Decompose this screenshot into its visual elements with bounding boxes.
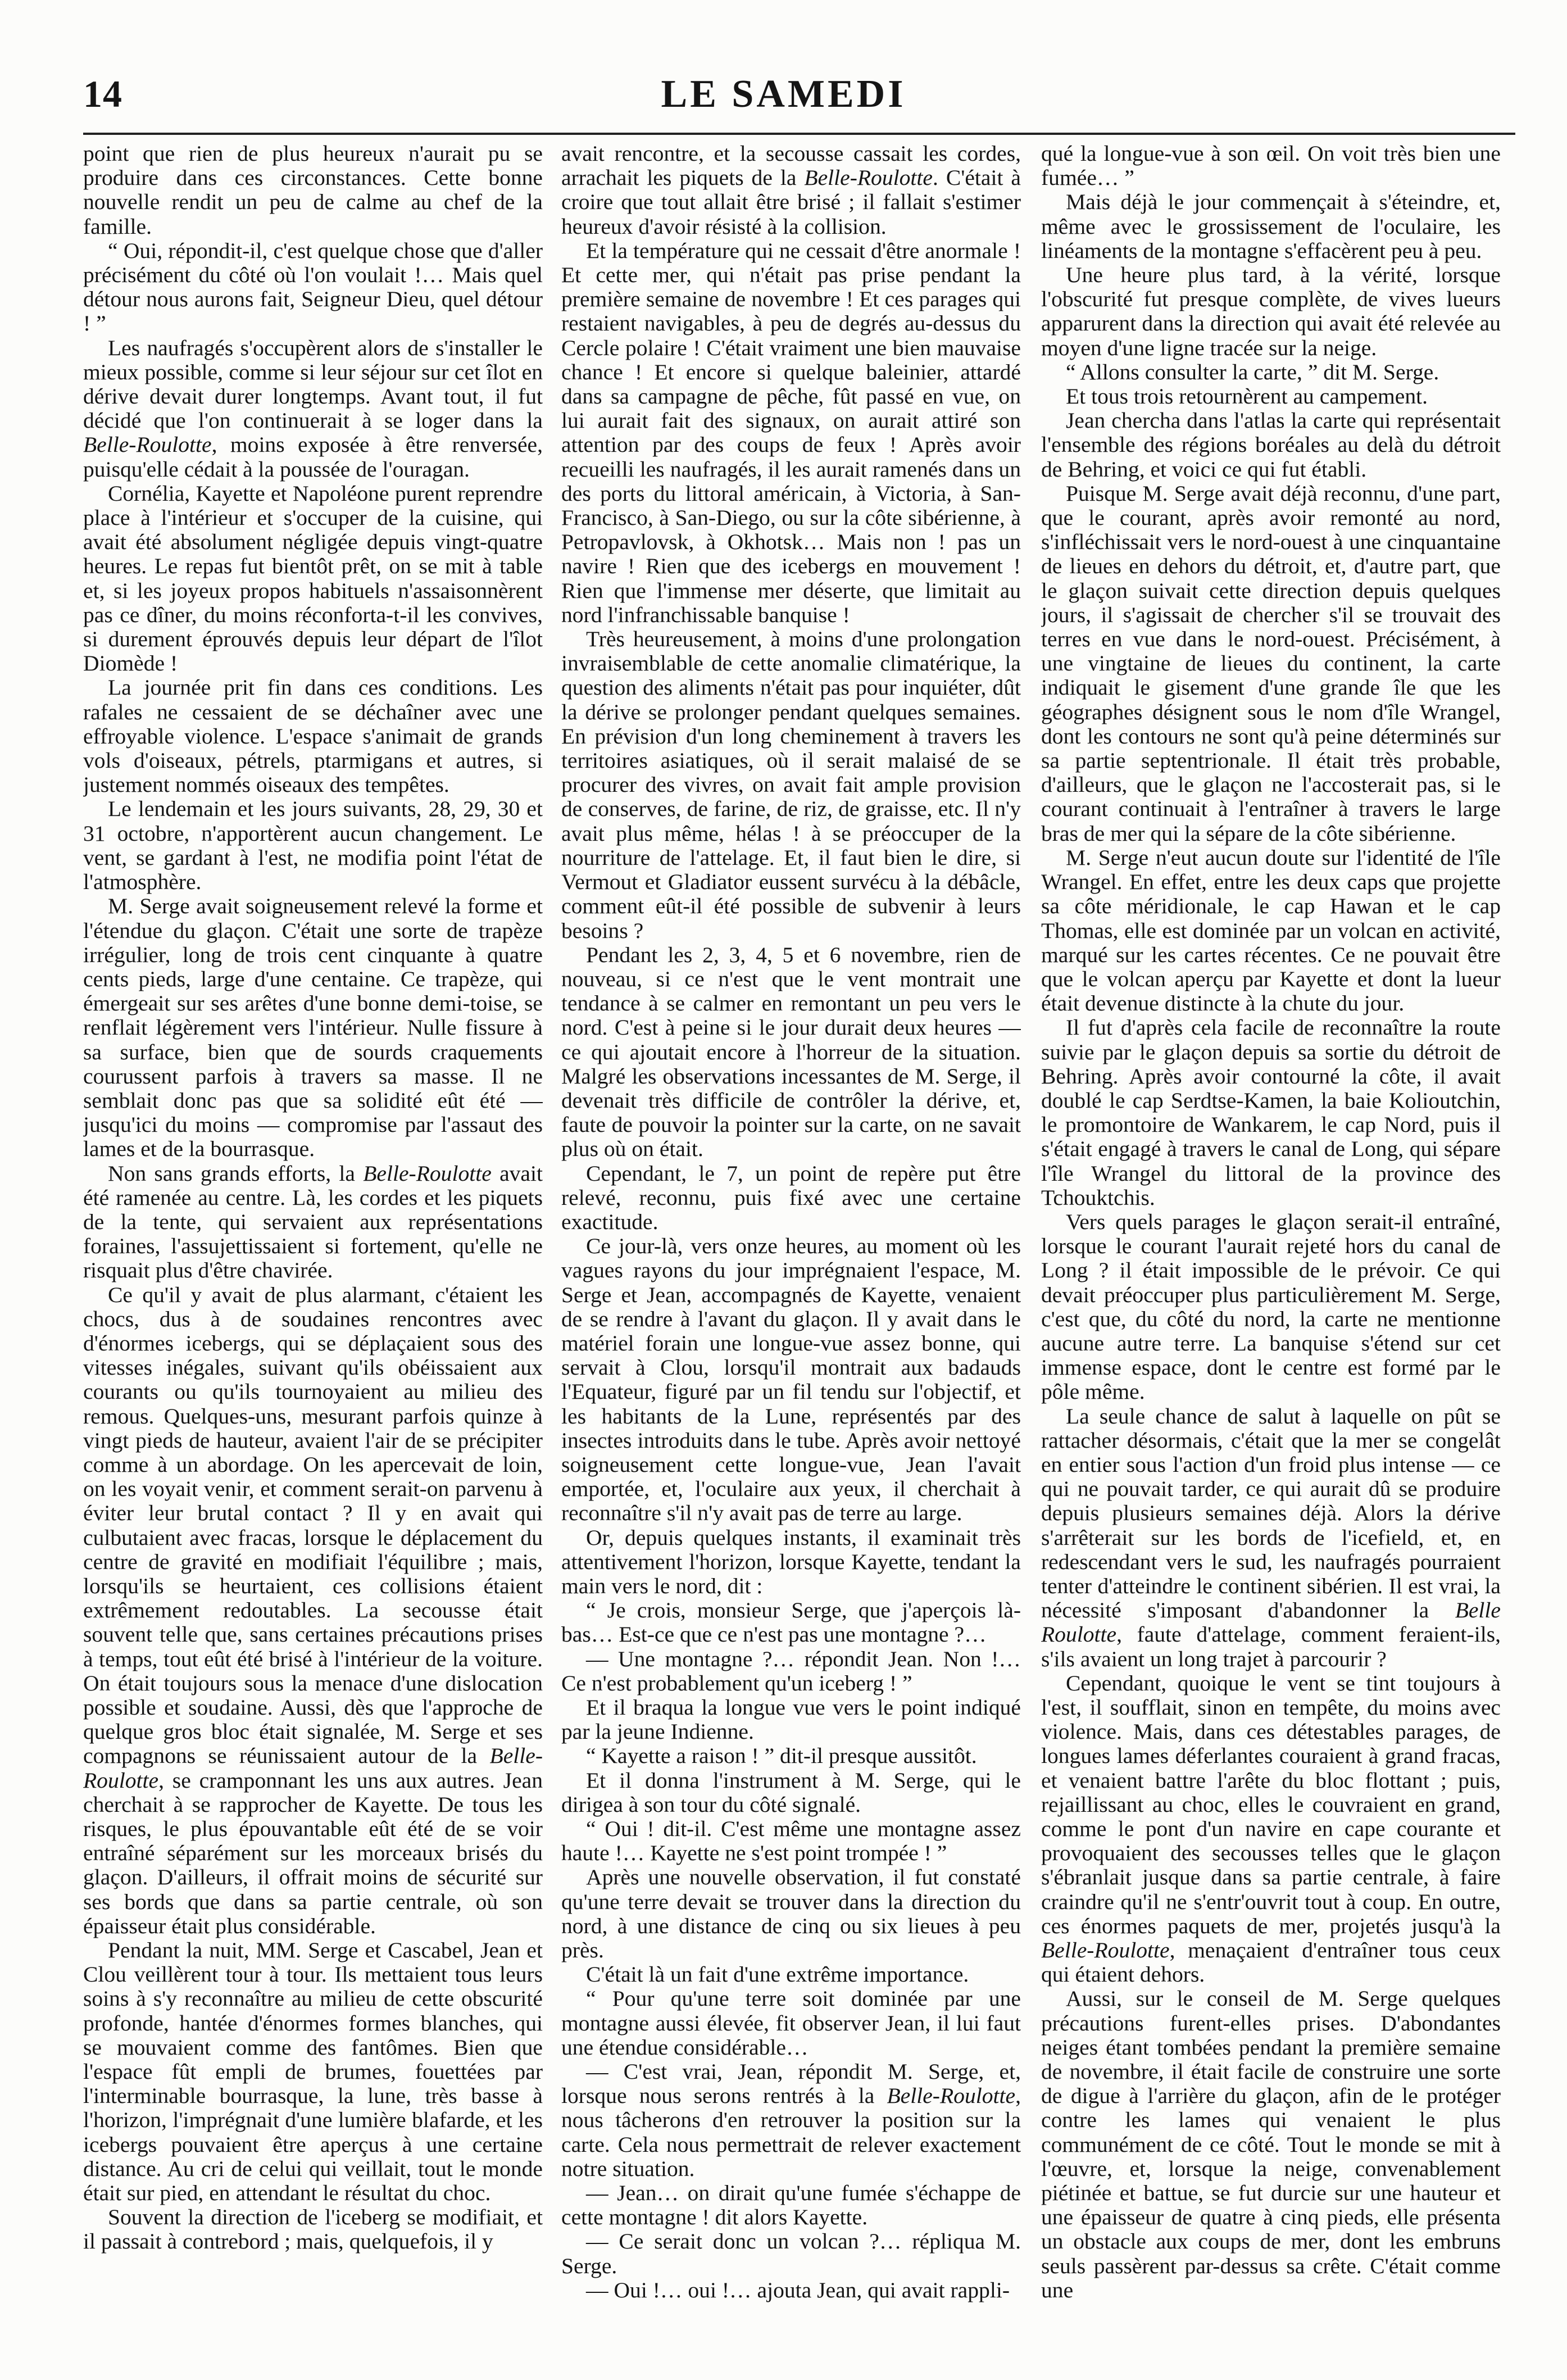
paragraph: Pendant la nuit, MM. Serge et Cascabel, Jean et Clou veillèrent tour à tour. Ils mettaient tous leurs soins à s'y reconnaître au milieu de cette obscurité profonde, hantée d'énormes formes blanches, qui se mouvaient comme des fantômes. Bien que l'espace fût empli de brumes, fouettées par l'interminable bourrasque, la lune, très basse à l'horizon, l'imprégnait d'une lumière blafarde, et les icebergs pouvaient être aperçus à une certaine distance. Au cri de celui qui veillait, tout le monde était sur pied, en attendant le résultat du choc. bbox=[83, 1938, 543, 2206]
paragraph: “ Kayette a raison ! ” dit-il presque aussitôt. bbox=[586, 1743, 977, 1769]
paragraph: point que rien de plus heureux n'aurait pu se produire dans ces circonstances. Cette bonne nouvelle rendit un peu de calme au chef de la famille. bbox=[83, 142, 543, 239]
paragraph: Vers quels parages le glaçon serait-il entraîné, lorsque le courant l'aurait rejeté hors du canal de Long ? il était impossible de le prévoir. Ce qui devait préoccuper plus particulièrement M. Serge, c'est que, du côté du nord, la carte ne mentionne aucune autre terre. La banquise s'étend sur cet immense espace, dont le centre est formé par le pôle même. bbox=[1041, 1209, 1501, 1404]
paragraph: Très heureusement, à moins d'une prolongation invraisemblable de cette anomalie climatérique, la question des aliments n'était pas pour inquiéter, dût la dérive se prolonger pendant quelques semaines. En prévision d'un long cheminement à travers les territoires asiatiques, où il serait malaisé de se procurer des vivres, on avait fait ample provision de conserves, de farine, de riz, de graisse, etc. Il n'y avait plus même, hélas ! à se préoccuper de la nourriture de l'attelage. Et, il faut bien le dire, si Vermout et Gladiator eussent survécu à la débâcle, comment eût-il été possible de subvenir à leurs besoins ? bbox=[561, 627, 1021, 943]
paragraph: Ce qu'il y avait de plus alarmant, c'étaient les chocs, dus à de soudaines rencontres avec d'énormes icebergs, qui se déplaçaient sous des vitesses inégales, suivant qu'ils obéissaient aux courants ou qu'ils tournoyaient au milieu des remous. Quelques-uns, mesurant parfois quinze à vingt pieds de hauteur, avaient l'air de se précipiter comme à un abordage. On les apercevait de loin, on les voyait venir, et comment serait-on parvenu à éviter leur brutal contact ? Il y en avait qui culbutaient avec fracas, lorsque le déplacement du centre de gravité en modifiait l'équilibre ; mais, lorsqu'ils se heurtaient, ces collisions étaient extrêmement redoutables. La secousse était souvent telle que, sans certaines précautions prises à temps, tout eût été brisé à l'intérieur de la voiture. On était toujours sous la menace d'une dislocation possible et soudaine. Aussi, dès que l'approche de quelque gros bloc était signalée, M. Serge et ses compagnons se réunissaient autour de la Belle-Roulotte, se cramponnant les uns aux autres. Jean cherchait à se rapprocher de Kayette. De tous les risques, le plus épouvantable eût été de se voir entraîné séparément sur les morceaux brisés du glaçon. D'ailleurs, il offrait moins de sécurité sur ses bords que dans sa partie centrale, où son épaisseur était plus considérable. bbox=[83, 1282, 543, 1938]
paragraph: Et il braqua la longue vue vers le point indiqué par la jeune Indienne. bbox=[561, 1695, 1021, 1744]
paragraph: “ Je crois, monsieur Serge, que j'aperçois là-bas… Est-ce que ce n'est pas une montagne ?… bbox=[561, 1598, 1021, 1647]
paragraph: — Oui !… oui !… ajouta Jean, qui avait rappli- bbox=[586, 2277, 1010, 2302]
paragraph: Et tous trois retournèrent au campement. bbox=[1066, 384, 1428, 409]
journal-title: LE SAMEDI bbox=[661, 72, 906, 116]
paragraph: Il fut d'après cela facile de reconnaître la route suivie par le glaçon depuis sa sortie du détroit de Behring. Après avoir contourné la côte, il avait doublé le cap Serdtse-Kamen, la baie Kolioutchin, le promontoire de Wankarem, le cap Nord, puis il s'était engagé à travers le canal de Long, qui sépare l'île Wrangel du littoral de la province des Tchouktchis. bbox=[1041, 1015, 1501, 1210]
paragraph: avait rencontre, et la secousse cassait les cordes, arrachait les piquets de la Belle-Roulotte. C'était à croire que tout allait être brisé ; il fallait s'estimer heureux d'avoir résisté à la collision. bbox=[561, 142, 1021, 239]
paragraph: Souvent la direction de l'iceberg se modifiait, et il passait à contrebord ; mais, quelquefois, il y bbox=[83, 2205, 543, 2254]
paragraph: “ Allons consulter la carte, ” dit M. Serge. bbox=[1066, 359, 1439, 384]
paragraph: Puisque M. Serge avait déjà reconnu, d'une part, que le courant, après avoir remonté au nord, s'infléchissait vers le nord-ouest à une cinquantaine de lieues en dehors du détroit, et, d'autre part, que le glaçon suivait cette direction depuis quelques jours, il s'agissait de chercher s'il se trouvait des terres en vue dans le nord-ouest. Précisément, à une vingtaine de lieues du continent, la carte indiquait le gisement d'une grande île que les géographes désignent sous le nom d'île Wrangel, dont les contours ne sont qu'à peine déterminés sur sa partie septentrionale. Il était très probable, d'ailleurs, que le glaçon ne l'accosterait pas, si le courant continuait à l'entraîner à travers le large bras de mer qui la sépare de la côte sibérienne. bbox=[1041, 480, 1501, 846]
paragraph: — Une montagne ?… répondit Jean. Non !… Ce n'est probablement qu'un iceberg ! ” bbox=[561, 1646, 1021, 1696]
paragraph: qué la longue-vue à son œil. On voit très bien une fumée… ” bbox=[1041, 142, 1501, 191]
paragraph: Mais déjà le jour commençait à s'éteindre, et, même avec le grossissement de l'oculaire, les linéaments de la montagne s'effacèrent peu à peu. bbox=[1041, 189, 1501, 263]
paragraph: — Ce serait donc un volcan ?… répliqua M. Serge. bbox=[561, 2229, 1021, 2278]
paragraph: Le lendemain et les jours suivants, 28, 29, 30 et 31 octobre, n'apportèrent aucun changement. Le vent, se gardant à l'est, ne modifia point l'état de l'atmosphère. bbox=[83, 796, 543, 895]
paragraph: Aussi, sur le conseil de M. Serge quelques précautions furent-elles prises. D'abondantes neiges étant tombées pendant la première semaine de novembre, il était facile de construire une sorte de digue à l'arrière du glaçon, afin de le protéger contre les lames qui venaient le plus communément de ce côté. Tout le monde se mit à l'œuvre, et, lorsque la neige, convenablement piétinée et battue, se fut durcie sur une hauteur et une épaisseur de quatre à cinq pieds, elle présenta un obstacle aux coups de mer, dont les embruns seuls passèrent par-dessus sa crête. C'était comme une bbox=[1041, 1986, 1501, 2302]
paragraph: Et il donna l'instrument à M. Serge, qui le dirigea à son tour du côté signalé. bbox=[561, 1767, 1021, 1817]
paragraph: M. Serge n'eut aucun doute sur l'identité de l'île Wrangel. En effet, entre les deux caps que projette sa côte méridionale, le cap Hawan et le cap Thomas, elle est dominée par un volcan en activité, marqué sur les cartes récentes. Ce ne pouvait être que le volcan aperçu par Kayette et dont la lueur était devenue distincte à la chute du jour. bbox=[1041, 845, 1501, 1016]
paragraph: Pendant les 2, 3, 4, 5 et 6 novembre, rien de nouveau, si ce n'est que le vent montrait une tendance à se calmer en remontant un peu vers le nord. C'est à peine si le jour durait deux heures — ce qui ajoutait encore à l'horreur de la situation. Malgré les observations incessantes de M. Serge, il devenait très difficile de contrôler la dérive, et, faute de pouvoir la pointer sur la carte, on ne savait plus où on était. bbox=[561, 942, 1021, 1162]
paragraph: Non sans grands efforts, la Belle-Roulotte avait été ramenée au centre. Là, les cordes et les piquets de la tente, qui servaient aux représentations foraines, l'assujettissaient si fortement, qu'elle ne risquait plus d'être chavirée. bbox=[83, 1160, 543, 1283]
paragraph: Cornélia, Kayette et Napoléone purent reprendre place à l'intérieur et s'occuper de la cuisine, qui avait été absolument négligée depuis vingt-quatre heures. Le repas fut bientôt prêt, on se mit à table et, si les joyeux propos habituels n'assaisonnèrent pas ce dîner, du moins réconforta-t-il les convives, si durement éprouvés depuis leur départ de l'îlot Diomède ! bbox=[83, 480, 543, 676]
paragraph: La seule chance de salut à laquelle on pût se rattacher désormais, c'était que la mer se congelât en entier sous l'action d'un froid plus intense — ce qui ne pouvait tarder, ce qui aurait dû se produire depuis plusieurs semaines déjà. Alors la dérive s'arrêterait sur les bords de l'icefield, et, en redescendant vers le sud, les naufragés pourraient tenter d'atteindre le continent sibérien. Il est vrai, la nécessité s'imposant d'abandonner la Belle Roulotte, faute d'attelage, comment feraient-ils, s'ils avaient un long trajet à parcourir ? bbox=[1041, 1403, 1501, 1671]
paragraph: Après une nouvelle observation, il fut constaté qu'une terre devait se trouver dans la direction du nord, à une distance de cinq ou six lieues à peu près. bbox=[561, 1865, 1021, 1963]
paragraph: Cependant, quoique le vent se tint toujours à l'est, il soufflait, sinon en tempête, du moins avec violence. Mais, dans ces détestables parages, de longues lames déferlantes couraient à grand fracas, et venaient battre l'arête du bloc flottant ; puis, rejaillissant au choc, elles le couvraient en grand, comme le pont d'un navire en cape courante et provoquaient des secousses telles que le glaçon s'ébranlait jusque dans sa partie centrale, à faire craindre qu'il ne s'entr'ouvrit tout à coup. En outre, ces énormes paquets de mer, projetés jusqu'à la Belle-Roulotte, menaçaient d'entraîner tous ceux qui étaient dehors. bbox=[1041, 1670, 1501, 1987]
paragraph: Les naufragés s'occupèrent alors de s'installer le mieux possible, comme si leur séjour sur cet îlot en dérive devait durer longtemps. Avant tout, il fut décidé que l'on continuerait à se loger dans la Belle-Roulotte, moins exposée à être renversée, puisqu'elle cédait à la poussée de l'ouragan. bbox=[83, 335, 543, 482]
paragraph: Une heure plus tard, à la vérité, lorsque l'obscurité fut presque complète, de vives lueurs apparurent dans la direction qui avait été relevée au moyen d'une ligne tracée sur la neige. bbox=[1041, 262, 1501, 360]
paragraph: Et la température qui ne cessait d'être anormale ! Et cette mer, qui n'était pas prise pendant la première semaine de novembre ! Et ces parages qui restaient navigables, à peu de degrés au-dessus du Cercle polaire ! C'était vraiment une bien mauvaise chance ! Et encore si quelque baleinier, attardé dans sa campagne de pêche, fût passé en vue, on lui aurait fait des signaux, on aurait attiré son attention par des coups de feux ! Après avoir recueilli les naufragés, il les aurait ramenés dans un des ports du littoral américain, à Victoria, à San-Francisco, à San-Diego, ou sur la côte sibérienne, à Petropavlovsk, à Okhotsk… Mais non ! pas un navire ! Rien que des icebergs en mouvement ! Rien que l'immense mer déserte, que limitait au nord l'infranchissable banquise ! bbox=[561, 238, 1021, 627]
text-column-2 bbox=[561, 142, 1021, 2361]
paragraph: — Jean… on dirait qu'une fumée s'échappe de cette montagne ! dit alors Kayette. bbox=[561, 2180, 1021, 2230]
paragraph: — C'est vrai, Jean, répondit M. Serge, et, lorsque nous serons rentrés à la Belle-Roulotte, nous tâcherons d'en retrouver la position sur la carte. Cela nous permettrait de relever exactement notre situation. bbox=[561, 2059, 1021, 2181]
paragraph: Jean chercha dans l'atlas la carte qui représentait l'ensemble des régions boréales au delà du détroit de Behring, et voici ce qui fut établi. bbox=[1041, 408, 1501, 482]
paragraph: Or, depuis quelques instants, il examinait très attentivement l'horizon, lorsque Kayette, tendant la main vers le nord, dit : bbox=[561, 1525, 1021, 1598]
paragraph: “ Oui ! dit-il. C'est même une montagne assez haute !… Kayette ne s'est point trompée ! ” bbox=[561, 1816, 1021, 1866]
paragraph: Cependant, le 7, un point de repère put être relevé, reconnu, puis fixé avec une certaine exactitude. bbox=[561, 1160, 1021, 1234]
paragraph: La journée prit fin dans ces conditions. Les rafales ne cessaient de se déchaîner avec une effroyable violence. L'espace s'animait de grands vols d'oiseaux, pétrels, ptarmigans et autres, si justement nommés oiseaux des tempêtes. bbox=[83, 675, 543, 797]
text-column-1 bbox=[83, 142, 543, 2361]
paragraph: M. Serge avait soigneusement relevé la forme et l'étendue du glaçon. C'était une sorte de trapèze irrégulier, long de trois cent cinquante à quatre cents pieds, large d'une centaine. Ce trapèze, qui émergeait sur ses arêtes d'une bonne demi-toise, se renflait légèrement vers l'intérieur. Nulle fissure à sa surface, bien que de sourds craquements courussent parfois à travers sa masse. Il ne semblait donc pas que sa solidité eût été — jusqu'ici du moins — compromise par l'assaut des lames et de la bourrasque. bbox=[83, 894, 543, 1162]
text-column-3 bbox=[1041, 142, 1501, 2361]
paragraph: Ce jour-là, vers onze heures, au moment où les vagues rayons du jour imprégnaient l'espace, M. Serge et Jean, accompagnés de Kayette, venaient de se rendre à l'avant du glaçon. Il y avait dans le matériel forain une longue-vue assez bonne, qui servait à Clou, lorsqu'il montrait aux badauds l'Equateur, figuré par un fil tendu sur l'objectif, et les habitants de la Lune, représentés par des insectes introduits dans le tube. Après avoir nettoyé soigneusement cette longue-vue, Jean l'avait emportée, et, l'oculaire aux yeux, il cherchait à reconnaître s'il n'y avait pas de terre au large. bbox=[561, 1234, 1021, 1526]
paragraph: “ Oui, répondit-il, c'est quelque chose que d'aller précisément du côté où l'on voulait !… Mais quel détour nous aurons fait, Seigneur Dieu, quel détour ! ” bbox=[83, 238, 543, 336]
page-number: 14 bbox=[83, 72, 122, 115]
paragraph: “ Pour qu'une terre soit dominée par une montagne aussi élevée, fit observer Jean, il lui faut une étendue considérable… bbox=[561, 1986, 1021, 2060]
paragraph: C'était là un fait d'une extrême importance. bbox=[586, 1962, 969, 1987]
header-rule bbox=[83, 133, 1515, 135]
